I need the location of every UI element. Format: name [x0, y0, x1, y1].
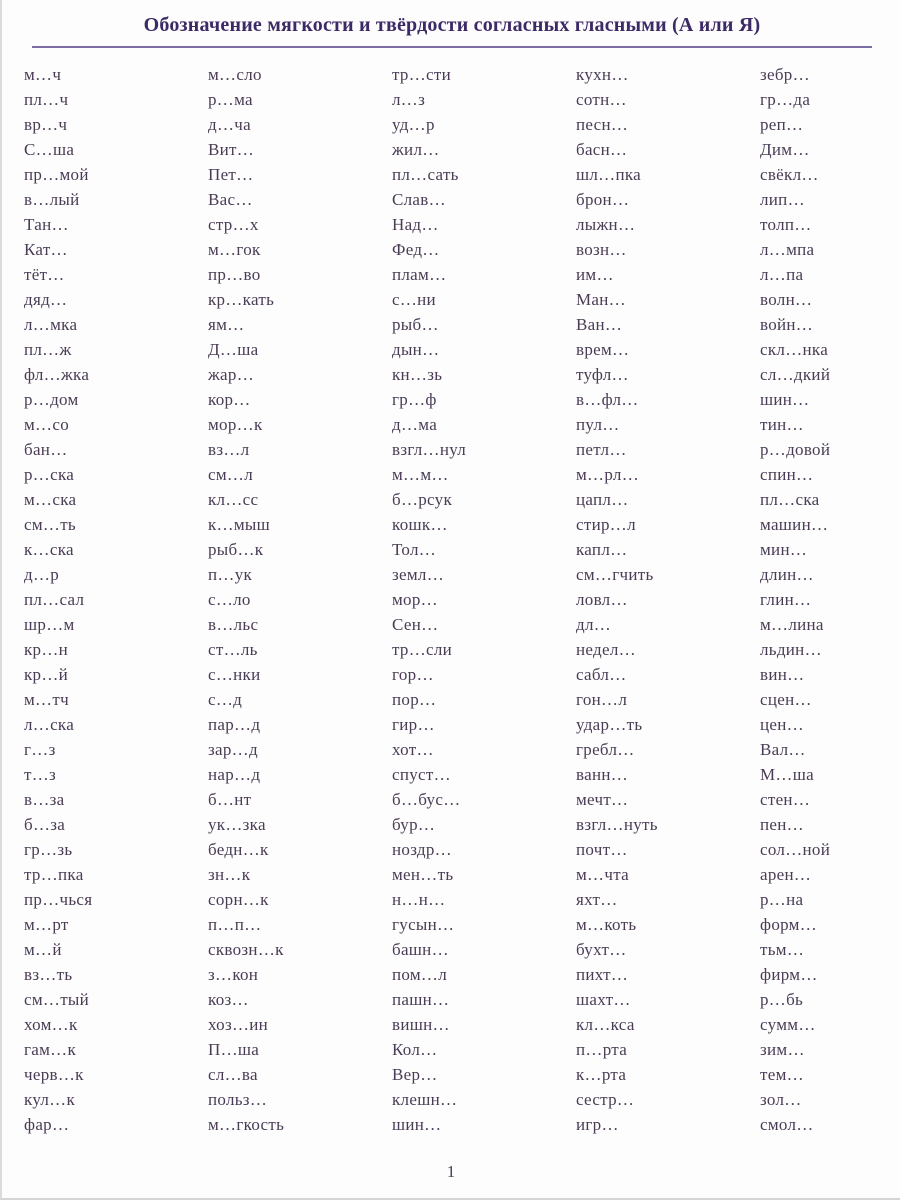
word-column-4	[576, 62, 760, 1137]
word-columns	[24, 62, 880, 1137]
word-item: басн…	[576, 140, 628, 159]
word-item: хоз…ин	[208, 1015, 269, 1034]
word-item: машин…	[760, 515, 829, 534]
word-item: бур…	[392, 815, 436, 834]
word-item: фар…	[24, 1115, 70, 1134]
word-item: шин…	[760, 390, 810, 409]
page-title: Обозначение мягкости и твёрдости согласных гласными (А или Я)	[143, 14, 761, 36]
word-item: л…ска	[24, 715, 75, 734]
word-item: ст…ль	[208, 640, 258, 659]
word-item: в…льс	[208, 615, 259, 634]
word-item: сцен…	[760, 690, 812, 709]
word-item: гр…да	[760, 90, 811, 109]
word-item: Дим…	[760, 140, 810, 159]
word-item: возн…	[576, 240, 627, 259]
word-item: мор…	[392, 590, 438, 609]
word-item: см…л	[208, 465, 253, 484]
word-item: вр…ч	[24, 115, 68, 134]
word-item: р…бь	[760, 990, 804, 1009]
word-item: Д…ша	[208, 340, 259, 359]
word-item: м…ска	[24, 490, 77, 509]
word-item: зар…д	[208, 740, 258, 759]
word-item: С…ша	[24, 140, 75, 159]
word-item: ловл…	[576, 590, 628, 609]
word-item: лип…	[760, 190, 805, 209]
word-item: рыб…к	[208, 540, 264, 559]
word-item: фл…жка	[24, 365, 90, 384]
word-item: м…лина	[760, 615, 824, 634]
word-item: плам…	[392, 265, 447, 284]
word-item: сабл…	[576, 665, 627, 684]
word-item: тр…сти	[392, 65, 452, 84]
word-item: зим…	[760, 1040, 805, 1059]
word-item: Ман…	[576, 290, 626, 309]
word-item: дяд…	[24, 290, 68, 309]
word-item: удар…ть	[576, 715, 643, 734]
word-item: н…н…	[392, 890, 446, 909]
word-item: вишн…	[392, 1015, 450, 1034]
word-item: пл…ска	[760, 490, 820, 509]
word-item: им…	[576, 265, 614, 284]
word-item: гон…л	[576, 690, 628, 709]
word-item: ям…	[208, 315, 245, 334]
word-item: см…ть	[24, 515, 76, 534]
word-item: зол…	[760, 1090, 802, 1109]
word-item: жил…	[392, 140, 440, 159]
word-item: дын…	[392, 340, 440, 359]
word-item: в…за	[24, 790, 65, 809]
word-item: тёт…	[24, 265, 65, 284]
word-item: земл…	[392, 565, 445, 584]
word-item: шр…м	[24, 615, 75, 634]
word-item: Сен…	[392, 615, 439, 634]
word-column-1	[24, 62, 208, 1137]
word-item: лыжн…	[576, 215, 636, 234]
word-item: пр…мой	[24, 165, 89, 184]
word-item: кр…й	[24, 665, 69, 684]
word-item: л…з	[392, 90, 426, 109]
word-item: Над…	[392, 215, 439, 234]
word-item: М…ша	[760, 765, 814, 784]
word-item: пихт…	[576, 965, 629, 984]
word-item: пашн…	[392, 990, 450, 1009]
word-item: волн…	[760, 290, 813, 309]
word-item: спуст…	[392, 765, 451, 784]
word-item: м…рт	[24, 915, 69, 934]
word-item: гусын…	[392, 915, 455, 934]
word-item: с…ни	[392, 290, 436, 309]
word-item: ноздр…	[392, 840, 452, 859]
word-item: сл…ва	[208, 1065, 258, 1084]
word-item: с…д	[208, 690, 243, 709]
word-item: вз…ть	[24, 965, 73, 984]
word-item: см…тый	[24, 990, 90, 1009]
word-item: петл…	[576, 440, 627, 459]
word-item: рыб…	[392, 315, 439, 334]
word-item: б…за	[24, 815, 66, 834]
word-item: р…ма	[208, 90, 253, 109]
word-item: Слав…	[392, 190, 446, 209]
word-item: кухн…	[576, 65, 629, 84]
word-item: арен…	[760, 865, 812, 884]
word-item: л…мка	[24, 315, 78, 334]
word-item: мор…к	[208, 415, 263, 434]
word-item: стир…л	[576, 515, 636, 534]
word-item: см…гчить	[576, 565, 654, 584]
word-item: почт…	[576, 840, 628, 859]
word-item: свёкл…	[760, 165, 819, 184]
word-item: черв…к	[24, 1065, 84, 1084]
word-item: длин…	[760, 565, 814, 584]
word-item: м…тч	[24, 690, 69, 709]
word-item: м…й	[24, 940, 62, 959]
word-item: пр…во	[208, 265, 261, 284]
word-item: тин…	[760, 415, 804, 434]
word-item: Фед…	[392, 240, 440, 259]
word-item: р…дом	[24, 390, 79, 409]
word-item: ук…зка	[208, 815, 266, 834]
word-item: сол…ной	[760, 840, 831, 859]
word-item: стен…	[760, 790, 811, 809]
word-item: тр…сли	[392, 640, 453, 659]
word-item: Вер…	[392, 1065, 438, 1084]
word-item: в…фл…	[576, 390, 639, 409]
word-item: шахт…	[576, 990, 631, 1009]
word-item: д…р	[24, 565, 60, 584]
word-item: недел…	[576, 640, 636, 659]
word-item: толп…	[760, 215, 812, 234]
word-item: дл…	[576, 615, 612, 634]
word-item: пор…	[392, 690, 437, 709]
word-item: м…гок	[208, 240, 261, 259]
word-item: мен…ть	[392, 865, 454, 884]
word-item: пар…д	[208, 715, 261, 734]
word-item: жар…	[208, 365, 254, 384]
word-item: бедн…к	[208, 840, 269, 859]
word-item: яхт…	[576, 890, 618, 909]
word-item: с…нки	[208, 665, 261, 684]
word-item: кул…к	[24, 1090, 76, 1109]
word-item: польз…	[208, 1090, 268, 1109]
word-column-2	[208, 62, 392, 1137]
word-item: Вит…	[208, 140, 255, 159]
word-item: взгл…нул	[392, 440, 467, 459]
word-item: м…сло	[208, 65, 262, 84]
word-item: пр…чься	[24, 890, 93, 909]
word-item: скл…нка	[760, 340, 829, 359]
word-item: форм…	[760, 915, 818, 934]
word-item: Вал…	[760, 740, 806, 759]
word-item: пен…	[760, 815, 804, 834]
word-item: р…на	[760, 890, 804, 909]
word-item: бан…	[24, 440, 68, 459]
word-item: пл…сать	[392, 165, 459, 184]
word-item: шин…	[392, 1115, 442, 1134]
word-item: п…рта	[576, 1040, 628, 1059]
word-item: Ван…	[576, 315, 623, 334]
word-item: гребл…	[576, 740, 635, 759]
word-item: башн…	[392, 940, 449, 959]
word-column-3	[392, 62, 576, 1137]
word-item: д…ма	[392, 415, 438, 434]
word-item: кр…кать	[208, 290, 275, 309]
word-item: м…коть	[576, 915, 637, 934]
word-item: пл…ж	[24, 340, 72, 359]
word-item: в…лый	[24, 190, 80, 209]
word-item: клешн…	[392, 1090, 458, 1109]
word-item: м…чта	[576, 865, 629, 884]
word-item: гам…к	[24, 1040, 77, 1059]
word-item: кл…кса	[576, 1015, 635, 1034]
page-number: 1	[446, 1162, 456, 1181]
word-item: м…рл…	[576, 465, 640, 484]
word-item: к…мыш	[208, 515, 271, 534]
word-item: Тол…	[392, 540, 437, 559]
word-item: б…бус…	[392, 790, 461, 809]
word-item: гир…	[392, 715, 435, 734]
word-item: тьм…	[760, 940, 805, 959]
word-item: шл…пка	[576, 165, 642, 184]
word-item: цен…	[760, 715, 804, 734]
word-item: з…кон	[208, 965, 259, 984]
word-item: войн…	[760, 315, 814, 334]
word-item: сорн…к	[208, 890, 269, 909]
word-item: л…мпа	[760, 240, 815, 259]
word-item: пл…ч	[24, 90, 69, 109]
word-item: сотн…	[576, 90, 627, 109]
word-item: зн…к	[208, 865, 251, 884]
word-item: капл…	[576, 540, 628, 559]
word-item: игр…	[576, 1115, 619, 1134]
word-item: нар…д	[208, 765, 261, 784]
word-item: вз…л	[208, 440, 250, 459]
word-item: реп…	[760, 115, 804, 134]
word-item: льдин…	[760, 640, 822, 659]
word-item: п…ук	[208, 565, 253, 584]
word-item: Пет…	[208, 165, 254, 184]
word-item: сквозн…к	[208, 940, 284, 959]
word-item: д…ча	[208, 115, 251, 134]
word-item: кн…зь	[392, 365, 443, 384]
word-item: Кол…	[392, 1040, 438, 1059]
word-item: глин…	[760, 590, 812, 609]
word-item: хом…к	[24, 1015, 78, 1034]
word-item: с…ло	[208, 590, 251, 609]
word-item: бухт…	[576, 940, 627, 959]
word-item: гр…зь	[24, 840, 73, 859]
word-item: м…ч	[24, 65, 62, 84]
word-item: песн…	[576, 115, 629, 134]
word-item: взгл…нуть	[576, 815, 658, 834]
word-item: п…п…	[208, 915, 262, 934]
word-item: гор…	[392, 665, 434, 684]
word-item: т…з	[24, 765, 57, 784]
word-item: гр…ф	[392, 390, 437, 409]
word-item: тем…	[760, 1065, 804, 1084]
word-item: цапл…	[576, 490, 629, 509]
word-item: хот…	[392, 740, 434, 759]
word-item: к…рта	[576, 1065, 627, 1084]
word-item: м…со	[24, 415, 70, 434]
word-item: спин…	[760, 465, 814, 484]
word-item: б…рсук	[392, 490, 453, 509]
word-item: сумм…	[760, 1015, 816, 1034]
word-item: кл…сс	[208, 490, 259, 509]
word-item: б…нт	[208, 790, 252, 809]
word-item: П…ша	[208, 1040, 260, 1059]
word-item: ванн…	[576, 765, 629, 784]
word-item: пул…	[576, 415, 620, 434]
word-item: коз…	[208, 990, 249, 1009]
word-item: м…м…	[392, 465, 449, 484]
word-item: врем…	[576, 340, 630, 359]
word-item: смол…	[760, 1115, 814, 1134]
word-item: брон…	[576, 190, 630, 209]
word-item: зебр…	[760, 65, 810, 84]
word-item: кор…	[208, 390, 251, 409]
word-item: г…з	[24, 740, 56, 759]
word-item: Тан…	[24, 215, 69, 234]
word-item: стр…х	[208, 215, 259, 234]
word-item: Вас…	[208, 190, 253, 209]
word-item: мечт…	[576, 790, 629, 809]
word-item: к…ска	[24, 540, 74, 559]
word-item: р…ска	[24, 465, 75, 484]
word-item: сестр…	[576, 1090, 635, 1109]
word-item: вин…	[760, 665, 805, 684]
word-item: пом…л	[392, 965, 448, 984]
word-item: тр…пка	[24, 865, 84, 884]
word-item: Кат…	[24, 240, 68, 259]
word-item: фирм…	[760, 965, 818, 984]
word-item: кр…н	[24, 640, 69, 659]
word-column-5	[760, 62, 880, 1137]
title-divider	[32, 46, 872, 48]
word-item: м…гкость	[208, 1115, 285, 1134]
word-item: туфл…	[576, 365, 629, 384]
word-item: пл…сал	[24, 590, 85, 609]
word-item: кошк…	[392, 515, 448, 534]
word-item: р…довой	[760, 440, 831, 459]
word-item: сл…дкий	[760, 365, 831, 384]
word-item: мин…	[760, 540, 808, 559]
word-item: л…па	[760, 265, 804, 284]
word-item: уд…р	[392, 115, 435, 134]
